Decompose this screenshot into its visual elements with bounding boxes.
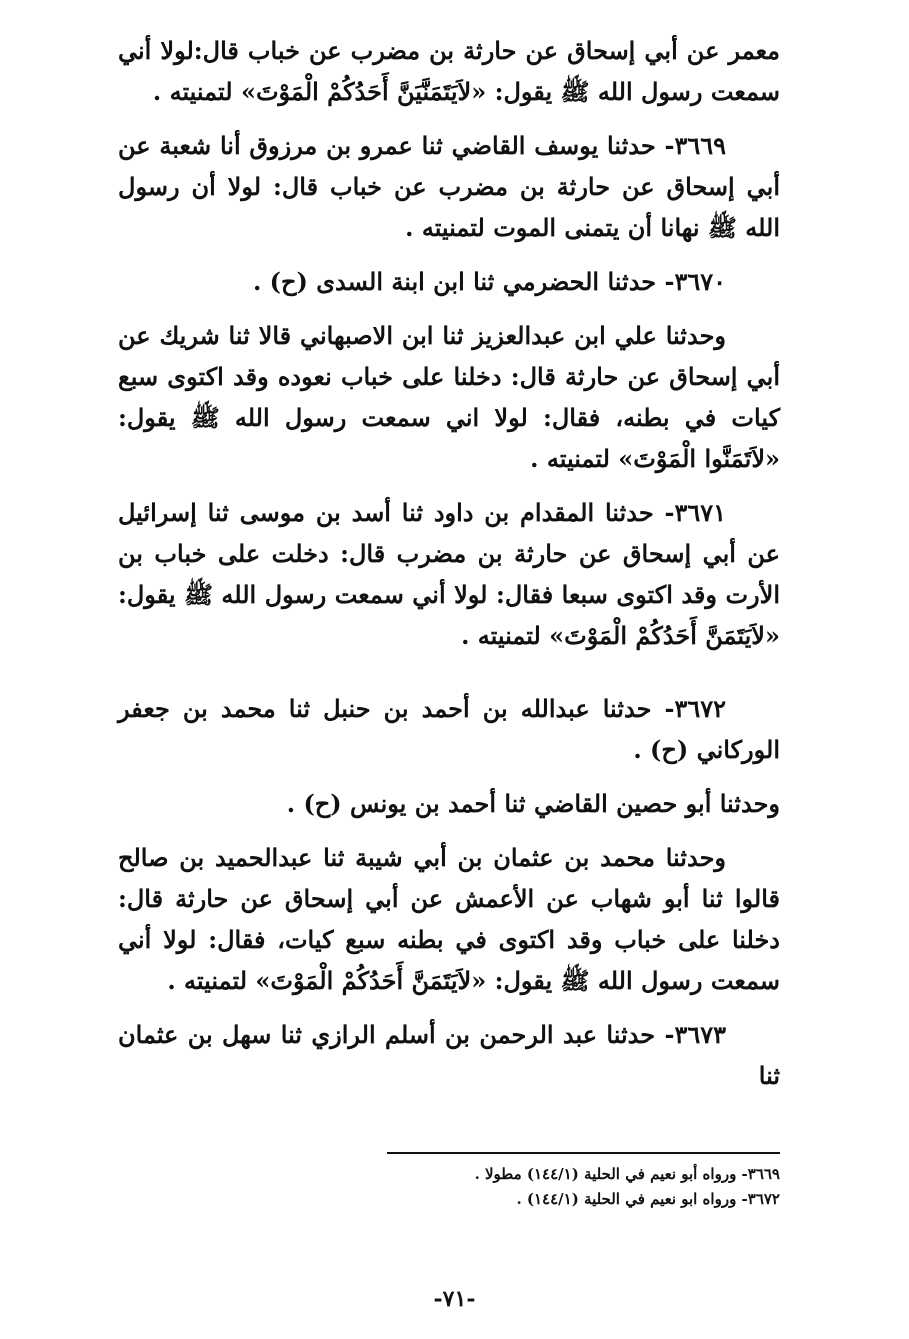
footnote-3669: ٣٦٦٩- ورواه أبو نعيم في الحلية (١٤٤/١) مطولا .	[474, 1165, 780, 1183]
paragraph-continuation: معمر عن أبي إسحاق عن حارثة بن مضرب عن خباب قال:لولا أني سمعت رسول الله ﷺ يقول: «لاَيَتَمَنَّيَنَّ أَحَدُكُمْ الْمَوْتَ» لتمنيته .	[118, 36, 780, 106]
page-number: -٧١-	[433, 1286, 476, 1312]
hadith-3670: ٣٦٧٠- حدثنا الحضرمي ثنا ابن ابنة السدى (ح) .	[252, 267, 726, 296]
footnote-3672: ٣٦٧٢- ورواه ابو نعيم في الحلية (١٤٤/١) .	[516, 1190, 780, 1208]
hadith-3672-chain-a: وحدثنا أبو حصين القاضي ثنا أحمد بن يونس (ح) .	[286, 789, 780, 818]
hadith-3669: ٣٦٦٩- حدثنا يوسف القاضي ثنا عمرو بن مرزوق أنا شعبة عن أبي إسحاق عن حارثة بن مضرب عن خباب قال: لولا أن رسول الله ﷺ نهانا أن يتمنى الموت لتمنيته .	[118, 131, 780, 242]
hadith-3671: ٣٦٧١- حدثنا المقدام بن داود ثنا أسد بن موسى ثنا إسرائيل عن أبي إسحاق عن حارثة بن مضرب قال: دخلت على خباب بن الأرت وقد اكتوى سبعا فقال: لولا أني سمعت رسول الله ﷺ يقول: «لاَيَتَمَنَّ أَحَدُكُمْ الْمَوْتَ» لتمنيته .	[118, 498, 781, 650]
hadith-3670-chain: وحدثنا علي ابن عبدالعزيز ثنا ابن الاصبهاني قالا ثنا شريك عن أبي إسحاق عن حارثة قال: دخلنا على خباب نعوده وقد اكتوى سبع كيات في بطنه، فقال: لولا اني سمعت رسول الله ﷺ يقول: «لاَتَمَنَّوا الْمَوْتَ» لتمنيته .	[118, 321, 780, 473]
hadith-3672-chain-b: وحدثنا محمد بن عثمان بن أبي شيبة ثنا عبدالحميد بن صالح قالوا ثنا أبو شهاب عن الأعمش عن أبي إسحاق عن حارثة قال: دخلنا على خباب وقد اكتوى في بطنه سبع كيات، فقال: لولا أني سمعت رسول الله ﷺ يقول: «لاَيَتَمَنَّ أَحَدُكُمْ الْمَوْتَ» لتمنيته .	[118, 843, 780, 995]
hadith-3673: ٣٦٧٣- حدثنا عبد الرحمن بن أسلم الرازي ثنا سهل بن عثمان ثنا	[118, 1020, 780, 1090]
page-body	[118, 30, 780, 1109]
footnotes	[387, 1152, 780, 1212]
hadith-3672: ٣٦٧٢- حدثنا عبدالله بن أحمد بن حنبل ثنا محمد بن جعفر الوركاني (ح) .	[118, 694, 780, 764]
